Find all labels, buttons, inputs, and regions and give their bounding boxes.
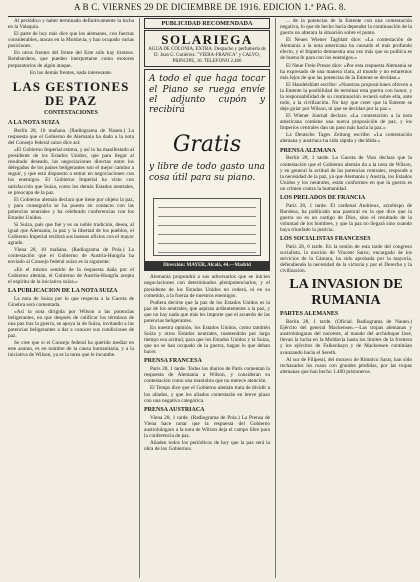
ad-brand: SOLARIEGA xyxy=(161,32,253,48)
paragraph: El Gobierno alemán declara que tiene por objeto la paz, y para conseguirla se ha puesto en contacto con las potencias neutrales y ha celebrado conferencias con los Estados Unidos. xyxy=(8,196,134,221)
paragraph: Al sur de Filipesti, del moravo de Rimnicu Sarat, han sido rechazados los rusos con grandes pérdidas, por las tropas alemanas que han hecho 1.400 prisioneros. xyxy=(280,356,412,375)
form-line xyxy=(158,217,256,226)
paragraph: El Neues Wiener Tagblatt dice: «La contestación de Alemania a la nota americana ha causado el más profundo efecto, y el Imperio demuestra una vez más que su política es de buena fe para con los enemigos.» xyxy=(280,37,412,62)
form-line xyxy=(158,235,256,244)
ad-handwritten-text: A todo el que haga tocar el Piano se ruega envíe el adjunto cupón y recibirá xyxy=(149,74,265,116)
paragraph: El Neue Freie Presse dice: «Por esta respuesta Alemania se ha expresado de una manera clara, al mundo y no estaremos más lejos de que las potencias de la Entente se decidan.» xyxy=(280,62,412,81)
paragraph: La Deutsche Tages Zeitung escribe: «La contestación alemana y austriaca ha sido rápida y decidida.» xyxy=(280,132,412,145)
subheading: LA PUBLICACION DE LA NOTA SUIZA xyxy=(8,287,118,294)
paragraph: Berlín 28, 1 tarde. La Gaceta de Voss declara que la contestación que el Gobierno alemán da a la nota de Wilson, y en general la actitud de las potencias centrales, responde a la necesidad de la paz, ya que Alemania y Austria, los Estados Unidos y los neutrales, están conformes en que la guerra es un crimen contra la humanidad. xyxy=(280,155,412,192)
subheading: LOS PRELADOS DE FRANCIA xyxy=(280,194,366,201)
paragraph: ... de la potencias de la Entente con una contestación negativa, lo que de hecho haría depender la continuación de la guerra no alterara la situación sobre el punto. xyxy=(280,18,412,37)
paragraph: París 28, 1 tarde. El cardenal Andrieux, arzobispo de Burdeos, ha publicado una pastoral en la que dice que la guerra no es un castigo de Dios, sino el resultado de la voluntad de los hombres, y que la paz no llegará sino cuando haya triunfado la justicia. xyxy=(280,202,412,234)
ad-handwritten-text: y libre de todo gasto una cosa útil para su piano. xyxy=(149,162,265,183)
subheading: PARTES ALEMANES xyxy=(280,311,339,318)
paragraph: Pudiera decirse que la paz de los Estados Unidos es la paz de los neutrales, que aspiran ardientemente a la paz, y que no hay nada que más les importe que el acuerdo de las potencias beligerantes. xyxy=(144,299,270,324)
paragraph: El parte de hoy más dice que los alemanes, con fuerzas considerables, atacan en la Moldavia, y han ocupado varias posiciones. xyxy=(8,31,134,50)
paragraph: «En el mismo sentido de la respuesta dada por el Gobierno alemán, el Gobierno de Austria-Hungría acepta el espíritu de la iniciativa suiza.» xyxy=(8,266,134,285)
column-3 xyxy=(280,18,412,578)
paragraph: Al periódico y haber terminado definitivamente la lucha en la Valaquia. xyxy=(8,18,134,31)
paragraph: El Wiener Journal declara: «La contestación a la nota americana contiene una nueva proposición de paz, y los Imperios centrales dan un paso más hacia la paz.» xyxy=(280,113,412,132)
paragraph: Viena 28, 10 mañana. (Radiograma de Pola.) La contestación que el Gobierno de Austria-Hungría ha enviado al Consejo federal suizo es la siguiente: xyxy=(8,247,134,266)
ad-details: AGUA DE COLONIA, EXTRA. Despacho y perfumería de D. Juan G. Gutiérrez. "VIERA-FRANCA" y CALVO, PRINCIPE, 16. TELEFONO 2.466 xyxy=(148,47,266,64)
paragraph: «El Gobierno Imperial estima, y así lo ha manifestado al presidente de los Estados Unidos, que para llegar al resultado deseado, las negociaciones directas entre los delegados de los países beligerantes son el mejor camino a seguir, y que está dispuesto a entrar en negociaciones con los enemigos. El Gobierno Imperial ha visto con satisfacción que Suiza, como los demás Estados neutrales, se preocupa de la paz. xyxy=(8,147,134,196)
paragraph: Añaden todos los periódicos de hoy que la paz será la obra de los Gobiernos. xyxy=(144,439,270,452)
piano-ad xyxy=(144,69,270,271)
column-divider xyxy=(275,18,276,578)
paragraph: París 28, 1 tarde. Todos los diarios de París comentan la respuesta de Alemania a Wilson, y consideran su contestación como una maniobra que no merece atención. xyxy=(144,366,270,385)
column-2 xyxy=(144,18,270,578)
form-line xyxy=(158,199,256,208)
paragraph: Si Suiza, país que fué y es su noble tradición, desea, al igual que Alemania, la paz y la libertad de los pueblos, el Gobierno Imperial recibirá sus buenos oficios con el mayor agrado. xyxy=(8,222,134,247)
form-line xyxy=(158,226,256,235)
paragraph: En los demás frentes, nada interesante. xyxy=(29,69,113,76)
paragraph: En otros frentes del frente del Este sólo hay tiroteos. Bombardeos, que pueden interpretarse como motores preparatorios de algún ataque. xyxy=(8,50,134,69)
paragraph: La nota de Suiza por lo que respecta a la Gaceta de Ginebra será comentada. xyxy=(8,295,134,308)
subheading: PRENSA AUSTRIACA xyxy=(144,406,205,413)
section-title-invasion-rumania: LA INVASION DE RUMANIA xyxy=(289,277,403,308)
page-header: A B C. VIERNES 29 DE DICIEMBRE DE 1916. EDICION 1.ª PAG. 8. xyxy=(73,2,347,12)
paragraph: Alemania propondrá a sus adversarios que se inicien negociaciones con determinados plenipotenciarios, y el presidente de los Estados Unidos no cederá, ni en su cometido, a la fuerza de nuestros enemigos. xyxy=(144,274,270,299)
paragraph: Berlín 28, 10 mañana. (Radiograma de Nauen.) La respuesta que el Gobierno de Alemania ha dado a la nota del Consejo federal suizo dice así: xyxy=(8,127,134,146)
paragraph: París 28, 6 tarde. En la sesión de esta tarde del congreso socialista, la moción de Vincent Sarnc, encargado de los servicios de la Cámara, ha sido aprobada por la mayoría, defendiendo la necesidad de la victoria y por el Derecho y la civilización. xyxy=(280,244,412,275)
subheading: LOS SOCIALISTAS FRANCESES xyxy=(280,236,371,243)
paragraph: El Temps dice que el Gobierno alemán trata de dividir a los aliados, y que los aliados contestarán en breve plazo con una negativa categórica. xyxy=(144,385,270,404)
paragraph: «Así la nota dirigida por Wilson a las potencias beligerantes, en que después de calificar los términos de una paz tras la guerra, se apoya la de Suiza, invitando a las potencias beligerantes a dar a conocer sus condiciones de paz. xyxy=(8,308,134,340)
column-1 xyxy=(8,18,134,578)
ad-header: PUBLICIDAD RECOMENDADA xyxy=(144,18,270,29)
subheading: PRENSA ALEMANA xyxy=(280,147,336,154)
section-subtitle: CONTESTACIONES xyxy=(44,110,98,117)
coupon-form[interactable] xyxy=(153,198,261,256)
form-line xyxy=(158,244,256,253)
paragraph: Viena 28, 1 tarde. (Radiograma de Pola.) La Prensa de Viena hace notar que la respuesta del Gobierno austrohúngaro a la nota de Wilson deja el campo libre para la conferencia de paz. xyxy=(144,414,270,439)
header-rule xyxy=(8,16,412,17)
paragraph: Se cree que si el Consejo federal ha querido mediar en este asunto, es en nombre de la causa humanitaria, y a la iniciativa de Wilson, ya es la tarea que le incumbe. xyxy=(8,340,134,359)
paragraph: El Handelsblatt escribe: «Nuestras proposiciones ofrecen a la Entente la posibilidad de terminar esta guerra con honor, y la responsabilidad de su continuación recaerá sobre ella, ante todo, a la civilización. No hay que creer que la Entente se deje guiar por Wilson, ni que se decidan por la paz.» xyxy=(280,81,412,113)
subheading: PRENSA FRANCESA xyxy=(144,358,202,365)
column-divider xyxy=(139,18,140,578)
paragraph: Berlín 28, 1 tarde. (Oficial. Radiograma de Nauen.) Ejército del general Mackensen.—Las tropas alemanas y austrohúngaras del noroeste, al mando del archiduque José, llevan la lucha en la Moldavia hasta los límites de la frontera y los ejércitos de Falkenhayn y de Mackensen continúan avanzando hacia el Sereth. xyxy=(280,319,412,356)
ad-address: Dirección: MAYER, Alcalá, 44.—Madrid xyxy=(145,261,269,270)
form-line xyxy=(158,208,256,217)
paragraph: En nuestra opinión, los Estados Unidos, como también Suiza y otros Estados neutrales, mantendrán por largo tiempo esa actitud, para que los Estados Unidos y la Suiza, que no se han ocupado de la guerra, hagan lo que deban hacer. xyxy=(144,324,270,356)
solariega-ad xyxy=(144,30,270,67)
subheading: A LA NOTA SUIZA xyxy=(8,119,60,126)
section-title-gestiones-paz: LAS GESTIONES DE PAZ xyxy=(12,78,130,108)
ad-gratis: Gratis xyxy=(172,132,242,158)
